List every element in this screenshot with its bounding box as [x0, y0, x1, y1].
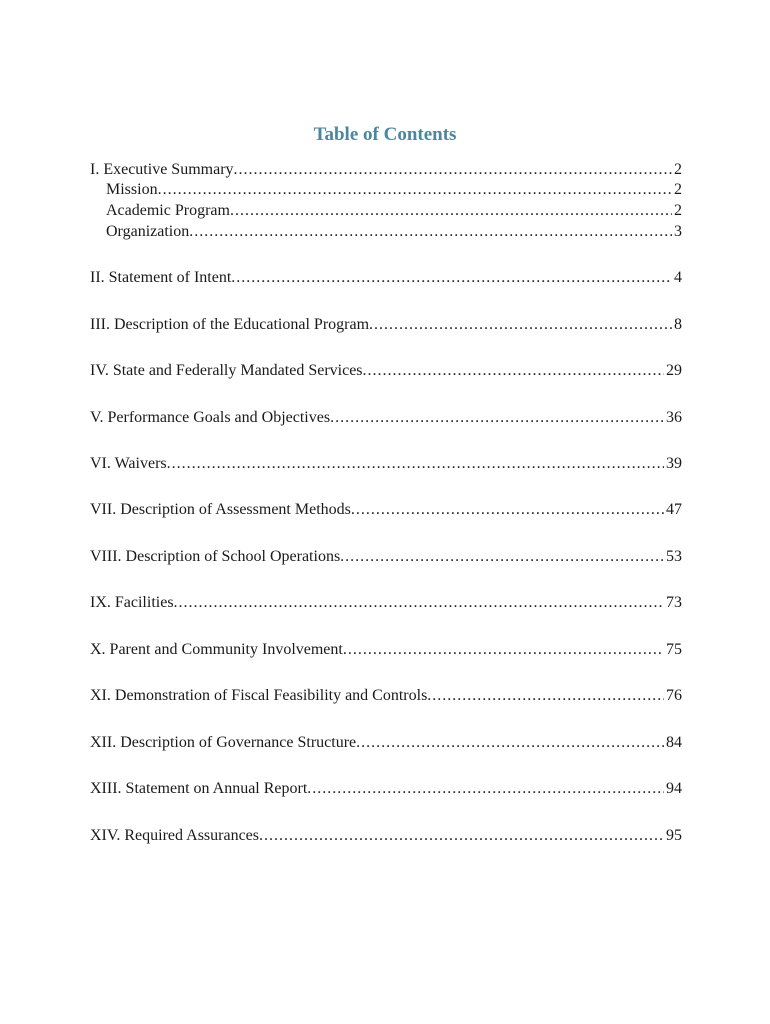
dot-leader — [427, 686, 664, 706]
toc-entry-label: XIV. Required Assurances — [90, 827, 260, 844]
dot-leader — [231, 268, 672, 288]
dot-leader — [230, 201, 672, 221]
toc-entry-executive-summary[interactable] — [90, 160, 682, 180]
toc-entry-assessment-methods[interactable] — [90, 500, 682, 520]
toc-entry-educational-program[interactable] — [90, 315, 682, 335]
toc-entry-label: VI. Waivers — [90, 455, 167, 472]
toc-entry-fiscal-feasibility[interactable] — [90, 686, 682, 706]
dot-leader — [259, 826, 664, 846]
toc-entry-page: 8 — [674, 316, 682, 333]
toc-entry-governance-structure[interactable] — [90, 733, 682, 753]
toc-entry-label: Mission — [106, 181, 158, 198]
toc-entry-label: X. Parent and Community Involvement — [90, 641, 343, 658]
dot-leader — [158, 180, 672, 200]
toc-subentry-organization[interactable] — [106, 222, 682, 242]
toc-entry-label: II. Statement of Intent — [90, 269, 232, 286]
dot-leader — [167, 454, 664, 474]
toc-entry-page: 4 — [674, 269, 682, 286]
toc-entry-page: 36 — [666, 409, 682, 426]
toc-entry-page: 3 — [674, 223, 682, 240]
dot-leader — [356, 733, 664, 753]
toc-entry-performance-goals[interactable] — [90, 408, 682, 428]
toc-entry-label: XIII. Statement on Annual Report — [90, 780, 308, 797]
toc-entry-annual-report[interactable] — [90, 779, 682, 799]
toc-entry-page: 53 — [666, 548, 682, 565]
dot-leader — [369, 315, 672, 335]
toc-entry-page: 2 — [674, 202, 682, 219]
dot-leader — [234, 160, 672, 180]
toc-entry-label: XI. Demonstration of Fiscal Feasibility and Controls — [90, 687, 428, 704]
toc-entry-facilities[interactable] — [90, 593, 682, 613]
toc-entry-page: 95 — [666, 827, 682, 844]
toc-entry-page: 84 — [666, 734, 682, 751]
toc-entry-page: 39 — [666, 455, 682, 472]
toc-entry-page: 94 — [666, 780, 682, 797]
toc-entry-label: Organization — [106, 223, 190, 240]
toc-entry-label: Academic Program — [106, 202, 230, 219]
dot-leader — [189, 222, 672, 242]
dot-leader — [351, 500, 664, 520]
toc-entry-label: IV. State and Federally Mandated Services — [90, 362, 363, 379]
toc-entry-community-involvement[interactable] — [90, 640, 682, 660]
toc-entry-waivers[interactable] — [90, 454, 682, 474]
dot-leader — [340, 547, 664, 567]
toc-entry-label: VII. Description of Assessment Methods — [90, 501, 351, 518]
toc-entry-page: 2 — [674, 161, 682, 178]
toc-entry-page: 73 — [666, 594, 682, 611]
dot-leader — [363, 361, 664, 381]
toc-entry-page: 29 — [666, 362, 682, 379]
dot-leader — [343, 640, 664, 660]
toc-subentry-mission[interactable] — [106, 180, 682, 200]
toc-entry-label: V. Performance Goals and Objectives — [90, 409, 331, 426]
dot-leader — [330, 408, 664, 428]
toc-subentry-academic-program[interactable] — [106, 201, 682, 221]
toc-entry-required-assurances[interactable] — [90, 826, 682, 846]
toc-entry-page: 47 — [666, 501, 682, 518]
dot-leader — [307, 779, 664, 799]
toc-entry-page: 75 — [666, 641, 682, 658]
toc-entry-page: 76 — [666, 687, 682, 704]
toc-entry-mandated-services[interactable] — [90, 361, 682, 381]
toc-entry-statement-of-intent[interactable] — [90, 268, 682, 288]
toc-entry-label: VIII. Description of School Operations — [90, 548, 341, 565]
toc-entry-label: XII. Description of Governance Structure — [90, 734, 357, 751]
toc-entry-page: 2 — [674, 181, 682, 198]
toc-entry-label: IX. Facilities — [90, 594, 174, 611]
dot-leader — [174, 593, 664, 613]
page-title: Table of Contents — [313, 124, 457, 145]
toc-entry-school-operations[interactable] — [90, 547, 682, 567]
toc-entry-label: I. Executive Summary — [90, 161, 234, 178]
toc-entry-label: III. Description of the Educational Program — [90, 316, 370, 333]
